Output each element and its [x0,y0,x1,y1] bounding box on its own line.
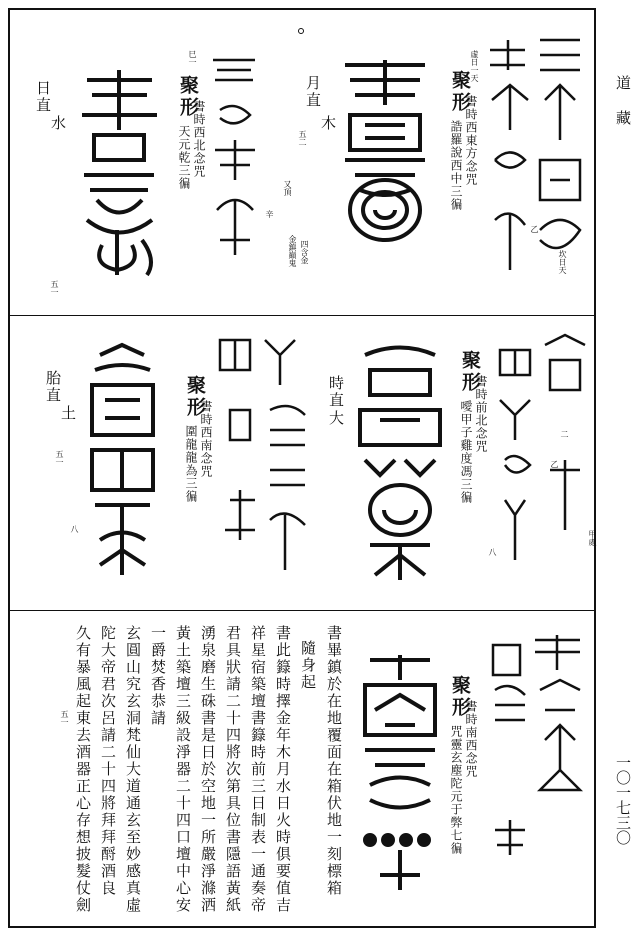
seal-script-glyph-right-stack-3-icon [485,630,590,860]
note-top-5: 金鎮巔鬼 [288,235,297,267]
title-ju-xing-1: 聚形 [177,75,199,119]
page-frame [8,8,596,928]
panel-divider-2 [10,610,594,611]
prose-intro: 書畢鎮於在地覆面在箱伏地一刻標箱 [325,625,343,897]
text-column-9: 書時南西念咒 [464,700,478,778]
prose-col-6: 一爵焚香恭請 [149,625,167,727]
note-top-6: 又頂 [283,180,292,196]
seal-script-glyph-spiral-icon [335,50,435,280]
text-column-8: 噯甲子雞度馮三徧 [459,400,473,504]
note-top-2: 虛日一天 [470,50,479,82]
prose-col-1: 書此籙時擇金年木月水日火時俱要值吉 [274,625,292,914]
seal-script-glyph-talisman-icon [355,650,445,895]
heading-da: 大 [327,410,345,427]
text-column-7: 書時前北念咒 [474,375,488,453]
prose-heading: 隨身起 [299,640,317,691]
seal-script-glyph-shi-da-icon [350,340,450,580]
text-column-10: 咒靈玄塵陀元于弊七徧 [449,725,463,855]
heading-mu: 木 [319,115,337,132]
prose-col-2: 祥星宿築壇書籙時前三日制表一通奏帝 [249,625,267,914]
seal-script-glyph-tai-tu-icon [80,340,165,580]
note-mid-3: 乙 [550,460,559,468]
seal-script-glyph-small-cluster-icon [205,40,265,270]
text-column-6: 圍龍龍為三徧 [184,425,198,503]
note-mid-2: 二 [560,430,569,438]
title-ju-xing-3: 聚形 [184,375,206,419]
heading-tu: 土 [59,405,77,422]
heading-shi-zhi: 時直 [327,375,345,409]
heading-ri-zhi: 日直 [34,80,52,114]
note-top-3: 坎日天 [558,250,567,274]
bottom-note-top-2: 五二 [298,130,307,146]
note-top-4: 四含金 [300,240,309,264]
prose-col-8: 陀大帝君次呂請二十四將拜拜酹酒良 [99,625,117,897]
prose-col-9: 久有暴風起東去酒器正心存想披髮仗劍 [74,625,92,914]
text-column-4: 誥羅說西中三徧 [449,120,463,211]
heading-yue-zhi: 月直 [304,75,322,109]
heading-tai-zhi: 胎直 [44,370,62,404]
folio-number: 一〇一七三〇 [614,755,632,845]
seal-script-glyph-right-stack-icon [480,30,590,290]
bottom-note-bot-1: 五一 [60,710,69,726]
text-column-3: 書時西東方念咒 [464,95,478,186]
prose-col-4: 湧泉磨生硃書是日於空地一所嚴淨滌洒 [199,625,217,914]
bottom-note-top-1: 五一 [50,280,59,296]
title-ju-xing-2: 聚形 [449,70,471,114]
prose-col-7: 玄圓山究玄洞梵仙大道通玄至妙感真虛 [124,625,142,914]
seal-script-glyph-right-stack-2-icon [490,330,590,570]
note-top-1: 巳一 [188,50,197,66]
panel-divider-1 [10,315,594,316]
text-column-1: 書時西北念咒 [192,100,206,178]
book-title: 道藏 [614,75,632,145]
seal-script-glyph-ri-shui-icon [72,60,167,280]
note-top-8: 乙 [530,225,539,233]
text-column-2: 天元乾三徧 [177,125,191,190]
prose-col-3: 君具狀請二十四將次第具位書隱語黃紙 [224,625,242,914]
title-ju-xing-4: 聚形 [459,350,481,394]
prose-col-5: 黃土築壇三級設淨器二十四口壇中心安 [174,625,192,914]
text-column-5: 書時西南念咒 [199,400,213,478]
bottom-note-mid-3: 八 [488,548,497,556]
seal-script-glyph-small-cluster-2-icon [210,330,320,580]
bottom-note-mid-1: 五一 [55,450,64,466]
title-ju-xing-5: 聚形 [449,675,471,719]
note-top-7: 辛 [265,210,274,218]
note-mid-1: 甲處 [588,530,597,546]
circle-mark [298,28,304,34]
bottom-note-mid-2: 八 [70,525,79,533]
heading-shui: 水 [49,115,67,132]
